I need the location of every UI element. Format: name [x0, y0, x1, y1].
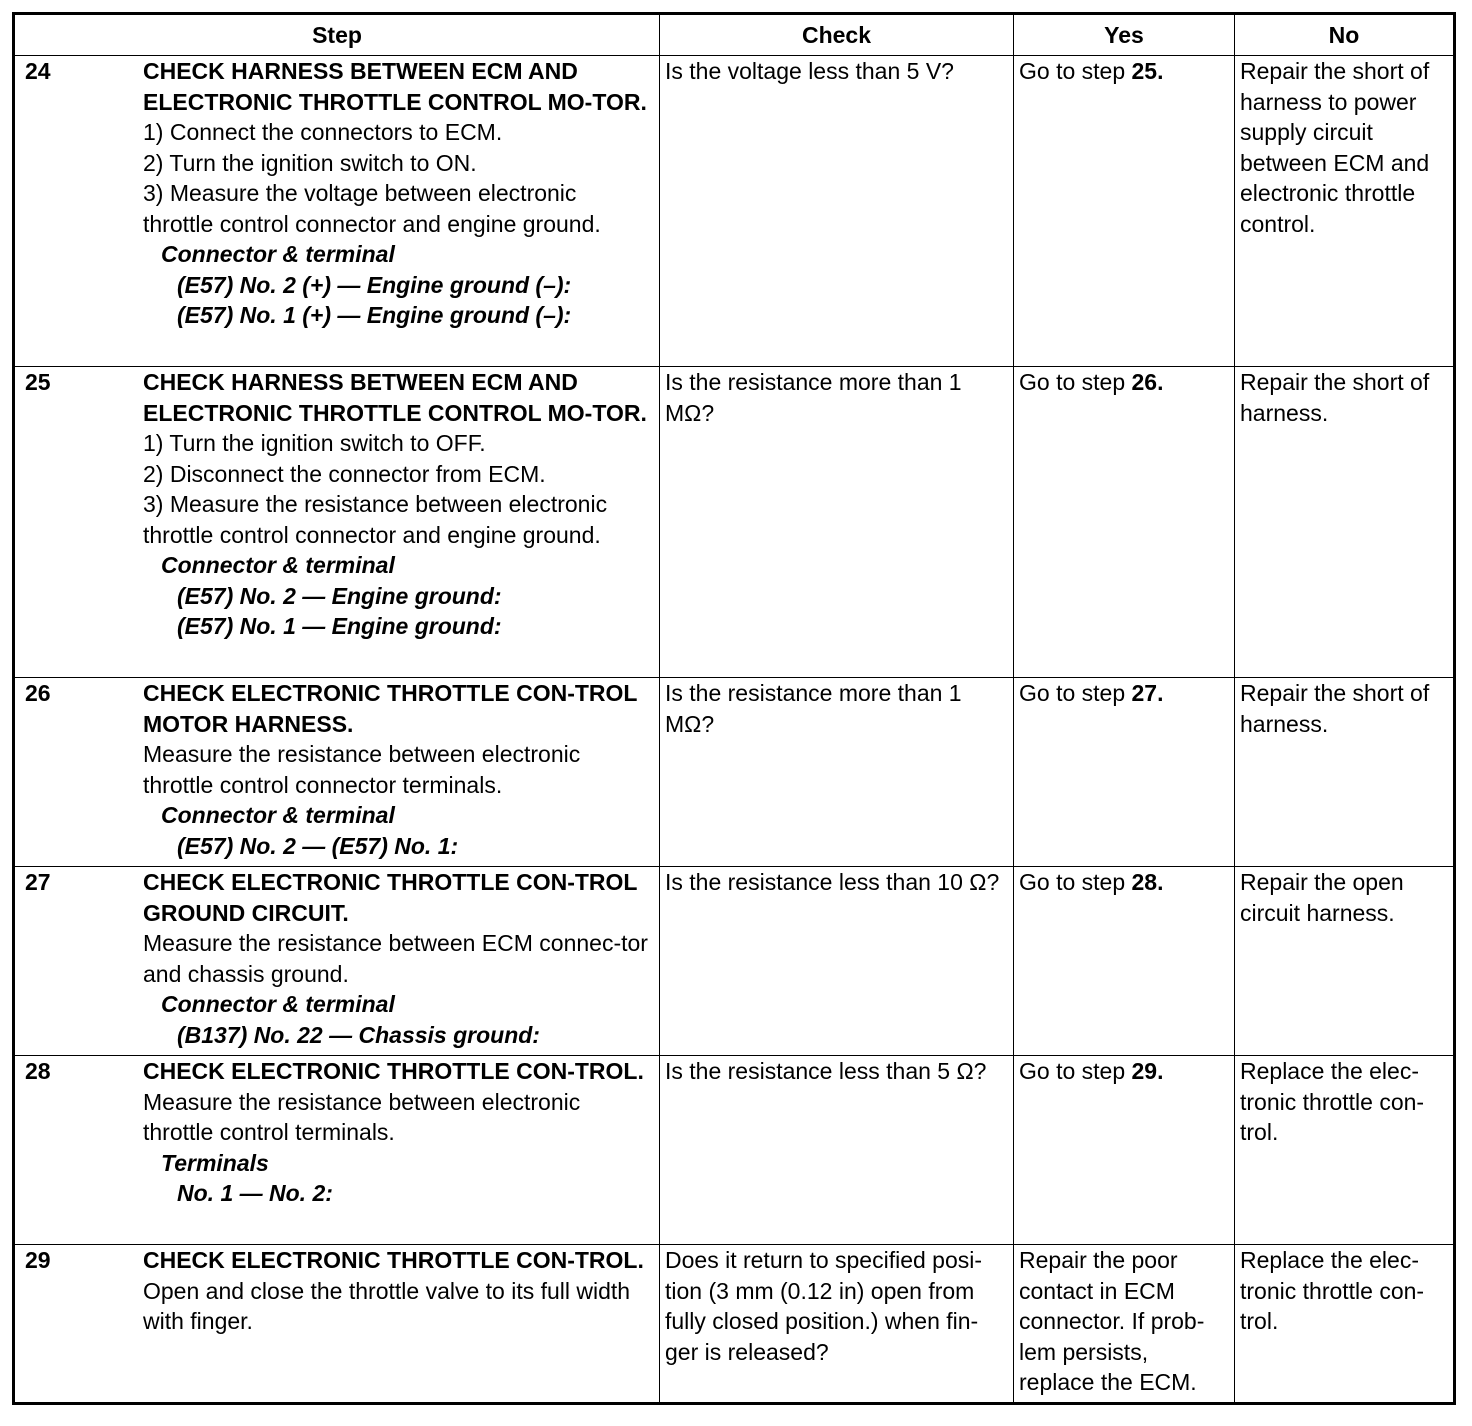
- step-title: CHECK ELECTRONIC THROTTLE CON-TROL GROUND CIRCUIT.: [143, 869, 638, 926]
- step-instruction: Measure the resistance between ECM connec-tor and chassis ground.: [143, 930, 648, 987]
- yes-text: Go to step: [1019, 869, 1132, 895]
- step-number: 27: [25, 869, 51, 895]
- no-cell: Replace the elec-tronic throttle con-trol.: [1235, 1056, 1455, 1245]
- step-instruction: 2) Disconnect the connector from ECM.: [143, 460, 546, 487]
- header-step: Step: [14, 14, 660, 56]
- connector-label: Connector & terminal: [161, 241, 395, 267]
- connector-value: (B137) No. 22 — Chassis ground:: [177, 1021, 540, 1048]
- yes-step-ref: 28.: [1131, 869, 1164, 895]
- yes-cell: [1014, 867, 1235, 1056]
- no-cell: Repair the short of harness.: [1235, 367, 1455, 678]
- step-cell: [14, 678, 660, 867]
- step-cell: [14, 56, 660, 367]
- step-cell: [14, 867, 660, 1056]
- header-no: No: [1235, 14, 1455, 56]
- step-content: [20, 678, 654, 861]
- step-body: [143, 56, 654, 331]
- step-instruction: 1) Connect the connectors to ECM.: [143, 119, 503, 145]
- step-body: [143, 678, 654, 861]
- connector-value: (E57) No. 2 — Engine ground:: [177, 582, 502, 609]
- table-row: [14, 56, 1455, 367]
- step-cell: [14, 1056, 660, 1245]
- step-instruction: Measure the resistance between electronic throttle control connector terminals.: [143, 741, 581, 798]
- step-content: [20, 867, 654, 1050]
- connector-value: (E57) No. 2 — (E57) No. 1:: [177, 832, 459, 859]
- step-cell: [14, 1245, 660, 1404]
- step-content: [20, 367, 654, 642]
- step-instruction: 2) Turn the ignition switch to ON.: [143, 149, 477, 176]
- header-yes: Yes: [1014, 14, 1235, 56]
- no-cell: Replace the elec-tronic throttle con-trol.: [1235, 1245, 1455, 1404]
- step-title: CHECK HARNESS BETWEEN ECM AND ELECTRONIC THROTTLE CONTROL MO-TOR.: [143, 58, 647, 115]
- step-body: [143, 1056, 654, 1209]
- table-row: [14, 867, 1455, 1056]
- connector-label: Terminals: [161, 1149, 269, 1176]
- check-cell: Is the resistance less than 5 Ω?: [660, 1056, 1014, 1245]
- step-content: [20, 1056, 654, 1209]
- step-content: [20, 1245, 654, 1337]
- step-body: [143, 367, 654, 642]
- connector-label: Connector & terminal: [161, 552, 395, 578]
- step-title: CHECK ELECTRONIC THROTTLE CON-TROL.: [143, 1058, 644, 1084]
- step-number: 29: [25, 1247, 51, 1273]
- table-row: [14, 1056, 1455, 1245]
- check-cell: Is the resistance less than 10 Ω?: [660, 867, 1014, 1056]
- step-instruction: 3) Measure the voltage between electronic throttle control connector and engine ground.: [143, 180, 601, 237]
- yes-text: Repair the poor contact in ECM connector. If prob-lem persists, replace the ECM.: [1019, 1247, 1205, 1395]
- step-number: 25: [25, 369, 51, 395]
- header-check: Check: [660, 14, 1014, 56]
- yes-cell: [1014, 678, 1235, 867]
- yes-text: Go to step: [1019, 680, 1132, 706]
- step-body: [143, 867, 654, 1050]
- step-number: 24: [25, 58, 51, 84]
- check-cell: Is the resistance more than 1 MΩ?: [660, 678, 1014, 867]
- connector-label: Connector & terminal: [161, 802, 395, 828]
- yes-cell: [1014, 367, 1235, 678]
- step-cell: [14, 367, 660, 678]
- step-instruction: 3) Measure the resistance between electronic throttle control connector and engine ground.: [143, 491, 608, 548]
- yes-cell: [1014, 56, 1235, 367]
- yes-cell: [1014, 1056, 1235, 1245]
- connector-label: Connector & terminal: [161, 991, 395, 1017]
- table-row: [14, 678, 1455, 867]
- no-cell: Repair the short of harness.: [1235, 678, 1455, 867]
- step-title: CHECK ELECTRONIC THROTTLE CON-TROL.: [143, 1247, 644, 1273]
- no-cell: Repair the short of harness to power supply circuit between ECM and electronic throttle control.: [1235, 56, 1455, 367]
- yes-step-ref: 29.: [1131, 1058, 1164, 1084]
- table-row: [14, 367, 1455, 678]
- no-cell: Repair the open circuit harness.: [1235, 867, 1455, 1056]
- connector-value: No. 1 — No. 2:: [177, 1180, 333, 1206]
- yes-text: Go to step: [1019, 369, 1132, 395]
- yes-text: Go to step: [1019, 58, 1132, 84]
- yes-text: Go to step: [1019, 1058, 1132, 1084]
- step-instruction: 1) Turn the ignition switch to OFF.: [143, 430, 486, 456]
- check-cell: Is the resistance more than 1 MΩ?: [660, 367, 1014, 678]
- yes-cell: [1014, 1245, 1235, 1404]
- step-content: [20, 56, 654, 331]
- yes-step-ref: 26.: [1131, 369, 1164, 395]
- connector-value: (E57) No. 2 (+) — Engine ground (–):: [177, 271, 572, 298]
- connector-value: (E57) No. 1 (+) — Engine ground (–):: [177, 302, 572, 328]
- yes-step-ref: 27.: [1131, 680, 1164, 706]
- step-instruction: Open and close the throttle valve to its full width with finger.: [143, 1277, 631, 1334]
- step-title: CHECK HARNESS BETWEEN ECM AND ELECTRONIC THROTTLE CONTROL MO-TOR.: [143, 369, 647, 426]
- step-title: CHECK ELECTRONIC THROTTLE CON-TROL MOTOR HARNESS.: [143, 680, 638, 737]
- step-number: 28: [25, 1058, 51, 1084]
- header-row: [14, 14, 1455, 56]
- check-cell: Does it return to specified posi-tion (3 mm (0.12 in) open from fully closed position.) when fin-ger is released?: [660, 1245, 1014, 1404]
- yes-step-ref: 25.: [1131, 58, 1164, 84]
- connector-value: (E57) No. 1 — Engine ground:: [177, 613, 502, 639]
- step-number: 26: [25, 680, 51, 706]
- step-instruction: Measure the resistance between electronic throttle control terminals.: [143, 1088, 581, 1145]
- check-cell: Is the voltage less than 5 V?: [660, 56, 1014, 367]
- step-body: [143, 1245, 654, 1337]
- diagnostic-table: [12, 12, 1456, 1405]
- table-row: [14, 1245, 1455, 1404]
